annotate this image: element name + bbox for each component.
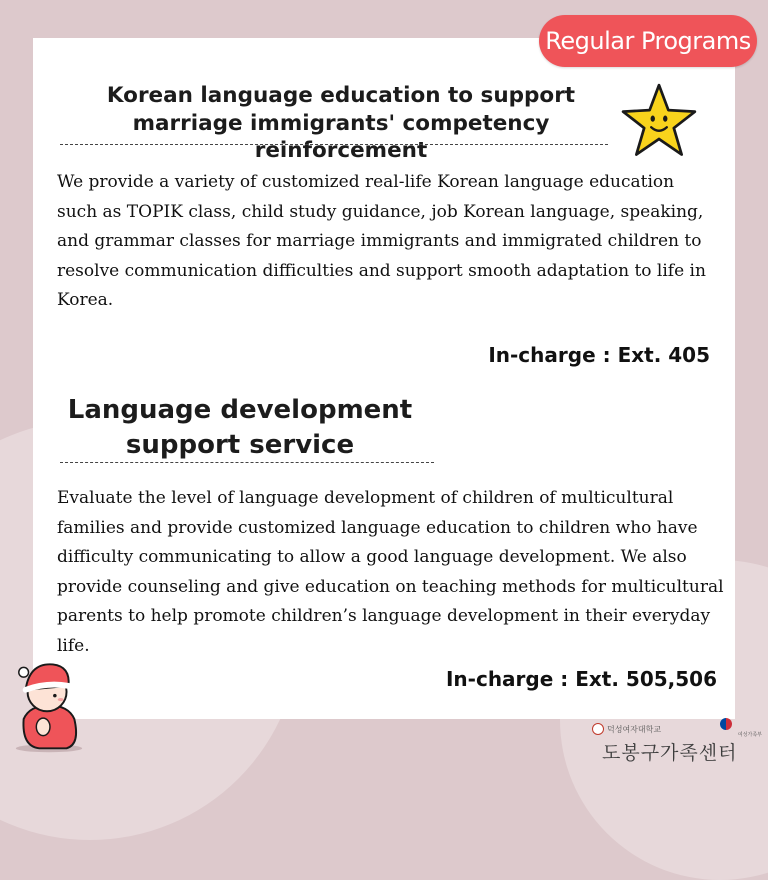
university-name: 덕성여자대학교 (607, 724, 662, 734)
section2-heading: Language development support service (67, 395, 413, 461)
university-logo-icon (592, 723, 604, 735)
regular-programs-badge: Regular Programs (539, 15, 757, 67)
footer-logos (592, 718, 762, 766)
section2-description: Evaluate the level of language development of children of multicultural families and provide customized language education to children who have difficulty communicating to allow a good language development. We also provide counseling and give education on teaching methods for multicultural parents to help promote children’s language development in their everyday life. (57, 488, 724, 656)
section1-description: We provide a variety of customized real-life Korean language education such as TOPIK class, child study guidance, job Korean language, speaking, and grammar classes for marriage immigrants and immigrated children to resolve communication difficulties and support smooth adaptation to life in Korea. (57, 172, 706, 310)
section2-divider (60, 462, 434, 463)
smiling-star-icon (620, 82, 698, 160)
ministry-name: 여성가족부 (737, 732, 762, 738)
university-logo (592, 723, 661, 735)
government-emblem-icon (720, 718, 732, 730)
section1-in-charge: In-charge : Ext. 405 (488, 343, 710, 367)
family-center-name: 도봉구가족센터 (602, 742, 738, 764)
section2-in-charge: In-charge : Ext. 505,506 (445, 667, 717, 691)
section1-heading: Korean language education to support marriage immigrants' competency reinforcement (106, 83, 576, 164)
section1-divider (60, 144, 608, 145)
santa-child-icon (10, 650, 88, 754)
